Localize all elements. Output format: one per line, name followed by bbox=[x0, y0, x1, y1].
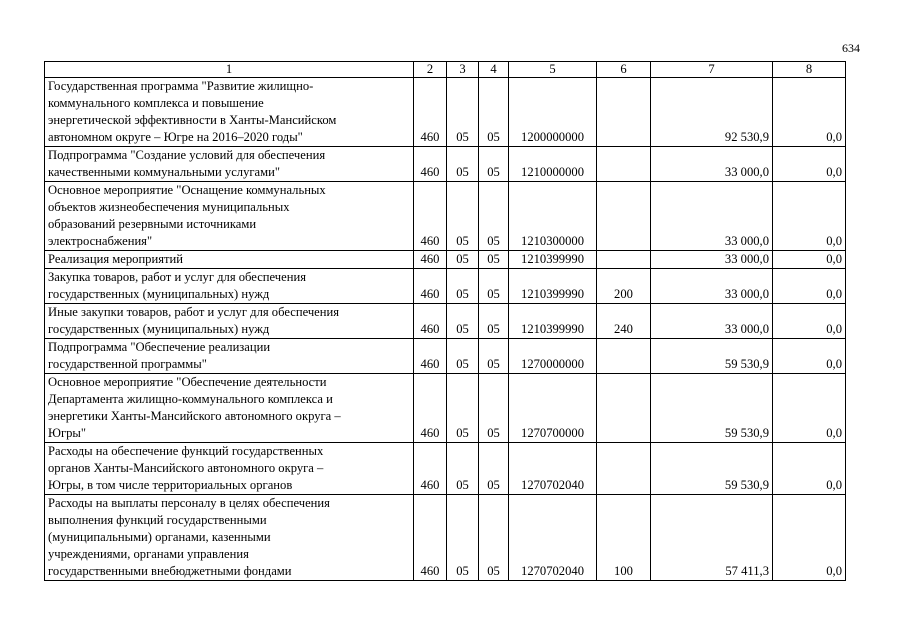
cell-subsection: 05 bbox=[479, 147, 509, 182]
cell-expense-type bbox=[597, 443, 651, 495]
column-header: 4 bbox=[479, 62, 509, 78]
table-row bbox=[45, 304, 846, 339]
cell-expense-type: 200 bbox=[597, 269, 651, 304]
cell-section: 05 bbox=[447, 251, 479, 269]
row-name: Государственная программа "Развитие жилищно- коммунального комплекса и повышение энергетической эффективности в Ханты-Мансийском автономном округе – Югре на 2016–2020 годы" bbox=[45, 78, 414, 147]
column-header: 7 bbox=[651, 62, 773, 78]
column-header: 3 bbox=[447, 62, 479, 78]
cell-amount: 33 000,0 bbox=[651, 269, 773, 304]
cell-code: 460 bbox=[414, 443, 447, 495]
cell-expense-type bbox=[597, 182, 651, 251]
row-name: Закупка товаров, работ и услуг для обеспечения государственных (муниципальных) нужд bbox=[45, 269, 414, 304]
cell-section: 05 bbox=[447, 269, 479, 304]
page-number: 634 bbox=[842, 41, 860, 55]
cell-section: 05 bbox=[447, 304, 479, 339]
cell-target-article: 1270700000 bbox=[509, 374, 597, 443]
column-header: 6 bbox=[597, 62, 651, 78]
row-name: Основное мероприятие "Обеспечение деятельности Департамента жилищно-коммунального комплекса и энергетики Ханты-Мансийского автономного округа – Югры" bbox=[45, 374, 414, 443]
cell-amount: 33 000,0 bbox=[651, 304, 773, 339]
cell-subsection: 05 bbox=[479, 78, 509, 147]
cell-subsection: 05 bbox=[479, 304, 509, 339]
cell-subsection: 05 bbox=[479, 374, 509, 443]
cell-target-article: 1270702040 bbox=[509, 443, 597, 495]
cell-amount: 33 000,0 bbox=[651, 182, 773, 251]
row-name: Подпрограмма "Создание условий для обеспечения качественными коммунальными услугами" bbox=[45, 147, 414, 182]
row-name: Основное мероприятие "Оснащение коммунальных объектов жизнеобеспечения муниципальных образований резервными источниками электроснабжения" bbox=[45, 182, 414, 251]
cell-amount: 92 530,9 bbox=[651, 78, 773, 147]
table-row bbox=[45, 251, 846, 269]
cell-expense-type bbox=[597, 339, 651, 374]
row-name: Расходы на выплаты персоналу в целях обеспечения выполнения функций государственными (муниципальными) органами, казенными учреждениями, органами управления государственными внебюджетными фондами bbox=[45, 495, 414, 581]
cell-target-article: 1270702040 bbox=[509, 495, 597, 581]
cell-amount: 33 000,0 bbox=[651, 147, 773, 182]
cell-amount-2: 0,0 bbox=[773, 339, 846, 374]
cell-target-article: 1210399990 bbox=[509, 269, 597, 304]
cell-target-article: 1270000000 bbox=[509, 339, 597, 374]
cell-subsection: 05 bbox=[479, 182, 509, 251]
cell-amount-2: 0,0 bbox=[773, 495, 846, 581]
cell-amount: 59 530,9 bbox=[651, 443, 773, 495]
cell-code: 460 bbox=[414, 304, 447, 339]
table-row bbox=[45, 269, 846, 304]
cell-target-article: 1210000000 bbox=[509, 147, 597, 182]
header-row bbox=[45, 62, 846, 78]
cell-target-article: 1200000000 bbox=[509, 78, 597, 147]
cell-expense-type bbox=[597, 251, 651, 269]
cell-amount-2: 0,0 bbox=[773, 182, 846, 251]
cell-target-article: 1210399990 bbox=[509, 304, 597, 339]
cell-subsection: 05 bbox=[479, 495, 509, 581]
table-row bbox=[45, 182, 846, 251]
cell-expense-type: 240 bbox=[597, 304, 651, 339]
table-row bbox=[45, 495, 846, 581]
cell-section: 05 bbox=[447, 443, 479, 495]
cell-amount-2: 0,0 bbox=[773, 304, 846, 339]
cell-section: 05 bbox=[447, 78, 479, 147]
cell-code: 460 bbox=[414, 269, 447, 304]
table-row bbox=[45, 339, 846, 374]
cell-subsection: 05 bbox=[479, 269, 509, 304]
cell-subsection: 05 bbox=[479, 443, 509, 495]
row-name: Расходы на обеспечение функций государственных органов Ханты-Мансийского автономного округа – Югры, в том числе территориальных органов bbox=[45, 443, 414, 495]
table-row bbox=[45, 374, 846, 443]
cell-amount: 59 530,9 bbox=[651, 374, 773, 443]
column-header: 1 bbox=[45, 62, 414, 78]
cell-amount-2: 0,0 bbox=[773, 443, 846, 495]
cell-amount-2: 0,0 bbox=[773, 374, 846, 443]
table-row bbox=[45, 443, 846, 495]
cell-expense-type: 100 bbox=[597, 495, 651, 581]
budget-table bbox=[44, 61, 846, 581]
column-header: 8 bbox=[773, 62, 846, 78]
table-row bbox=[45, 78, 846, 147]
column-header: 5 bbox=[509, 62, 597, 78]
cell-code: 460 bbox=[414, 339, 447, 374]
cell-expense-type bbox=[597, 78, 651, 147]
cell-section: 05 bbox=[447, 374, 479, 443]
cell-amount-2: 0,0 bbox=[773, 269, 846, 304]
cell-code: 460 bbox=[414, 78, 447, 147]
cell-code: 460 bbox=[414, 251, 447, 269]
cell-expense-type bbox=[597, 147, 651, 182]
cell-target-article: 1210399990 bbox=[509, 251, 597, 269]
cell-amount-2: 0,0 bbox=[773, 78, 846, 147]
row-name: Подпрограмма "Обеспечение реализации государственной программы" bbox=[45, 339, 414, 374]
column-header: 2 bbox=[414, 62, 447, 78]
cell-section: 05 bbox=[447, 339, 479, 374]
cell-subsection: 05 bbox=[479, 251, 509, 269]
cell-code: 460 bbox=[414, 495, 447, 581]
cell-code: 460 bbox=[414, 147, 447, 182]
cell-target-article: 1210300000 bbox=[509, 182, 597, 251]
cell-code: 460 bbox=[414, 182, 447, 251]
cell-amount: 59 530,9 bbox=[651, 339, 773, 374]
row-name: Реализация мероприятий bbox=[45, 251, 414, 269]
row-name: Иные закупки товаров, работ и услуг для обеспечения государственных (муниципальных) нужд bbox=[45, 304, 414, 339]
cell-subsection: 05 bbox=[479, 339, 509, 374]
cell-section: 05 bbox=[447, 495, 479, 581]
cell-code: 460 bbox=[414, 374, 447, 443]
cell-amount-2: 0,0 bbox=[773, 251, 846, 269]
cell-amount: 57 411,3 bbox=[651, 495, 773, 581]
cell-section: 05 bbox=[447, 182, 479, 251]
cell-section: 05 bbox=[447, 147, 479, 182]
cell-expense-type bbox=[597, 374, 651, 443]
table-row bbox=[45, 147, 846, 182]
cell-amount-2: 0,0 bbox=[773, 147, 846, 182]
cell-amount: 33 000,0 bbox=[651, 251, 773, 269]
